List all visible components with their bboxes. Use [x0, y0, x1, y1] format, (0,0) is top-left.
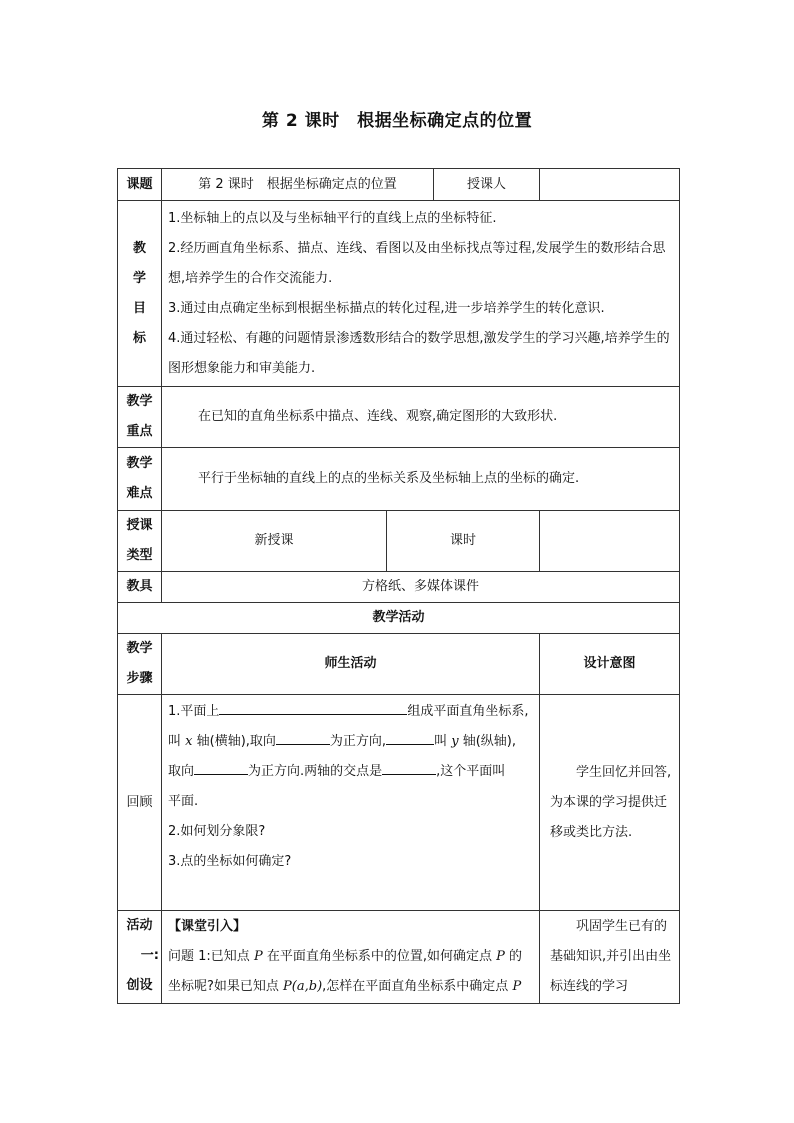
review-question-1-line-2: 叫 x 轴(横轴),取向 为正方向, 叫 y 轴(纵轴), [168, 727, 533, 757]
topic-value: 第 2 课时 根据坐标确定点的位置 [162, 169, 434, 201]
answer-blank [219, 698, 407, 715]
tools-label: 教具 [118, 572, 162, 603]
review-question-3: 3.点的坐标如何确定? [168, 854, 292, 869]
answer-blank [382, 758, 436, 775]
lesson-type-value: 新授课 [162, 511, 387, 572]
activity1-question: 问题 1:已知点 P 在平面直角坐标系中的位置,如何确定点 P 的坐标呢?如果已知点 P(a,b),怎样在平面直角坐标系中确定点 P [168, 949, 523, 994]
review-question-1-line-4: 平面. [168, 794, 199, 809]
page-title: 第 2 课时 根据坐标确定点的位置 [261, 111, 533, 131]
tools-row [118, 572, 680, 603]
answer-blank [386, 728, 434, 745]
key-point-row [118, 387, 680, 448]
review-row [118, 695, 680, 911]
activities-heading: 教学活动 [118, 603, 680, 634]
review-question-1-line-3: 取向 为正方向.两轴的交点是 ,这个平面叫 [168, 757, 533, 787]
review-activity [162, 695, 540, 911]
objective-item: 3.通过由点确定坐标到根据坐标描点的转化过程,进一步培养学生的转化意识. [168, 300, 605, 316]
hours-value [540, 511, 680, 572]
hours-label: 课时 [387, 511, 540, 572]
activity1-intent: 巩固学生已有的基础知识,并引出由坐标连线的学习 [540, 911, 680, 1004]
objective-item: 2.经历画直角坐标系、描点、连线、看图以及由坐标找点等过程,发展学生的数形结合思想,培养学生的合作交流能力. [168, 240, 666, 286]
lesson-type-label: 授课 类型 [118, 511, 162, 572]
objective-item: 4.通过轻松、有趣的问题情景渗透数形结合的数学思想,激发学生的学习兴趣,培养学生的图形想象能力和审美能力. [168, 330, 670, 376]
key-point-text: 在已知的直角坐标系中描点、连线、观察,确定图形的大致形状. [162, 387, 680, 448]
activity1-content [162, 911, 540, 1004]
activity-column-header: 师生活动 [162, 634, 540, 695]
review-label: 回顾 [118, 695, 162, 911]
activity1-label: 活动 一: 创设 [118, 911, 162, 1004]
activity1-intro: 【课堂引入】 [168, 919, 247, 934]
objectives-list [162, 201, 680, 387]
difficulty-text: 平行于坐标轴的直线上的点的坐标关系及坐标轴上点的坐标的确定. [162, 448, 680, 511]
objectives-row [118, 201, 680, 387]
review-intent: 学生回忆并回答,为本课的学习提供迁移或类比方法. [540, 695, 680, 911]
objective-item: 1.坐标轴上的点以及与坐标轴平行的直线上点的坐标特征. [168, 210, 497, 226]
difficulty-label: 教学 难点 [118, 448, 162, 511]
step-column-header: 教学 步骤 [118, 634, 162, 695]
answer-blank [194, 758, 248, 775]
review-question-1: 1.平面上 组成平面直角坐标系, [168, 697, 533, 727]
difficulty-row [118, 448, 680, 511]
lesson-plan-table [117, 168, 680, 1004]
objectives-label: 教 学 目 标 [118, 201, 162, 387]
key-point-label: 教学 重点 [118, 387, 162, 448]
lesson-type-row [118, 511, 680, 572]
intent-column-header: 设计意图 [540, 634, 680, 695]
topic-row [118, 169, 680, 201]
activity1-row [118, 911, 680, 1004]
teacher-label: 授课人 [434, 169, 540, 201]
columns-row [118, 634, 680, 695]
topic-label: 课题 [118, 169, 162, 201]
teacher-value [540, 169, 680, 201]
answer-blank [276, 728, 330, 745]
activities-heading-row [118, 603, 680, 634]
tools-value: 方格纸、多媒体课件 [162, 572, 680, 603]
review-question-2: 2.如何划分象限? [168, 824, 266, 839]
